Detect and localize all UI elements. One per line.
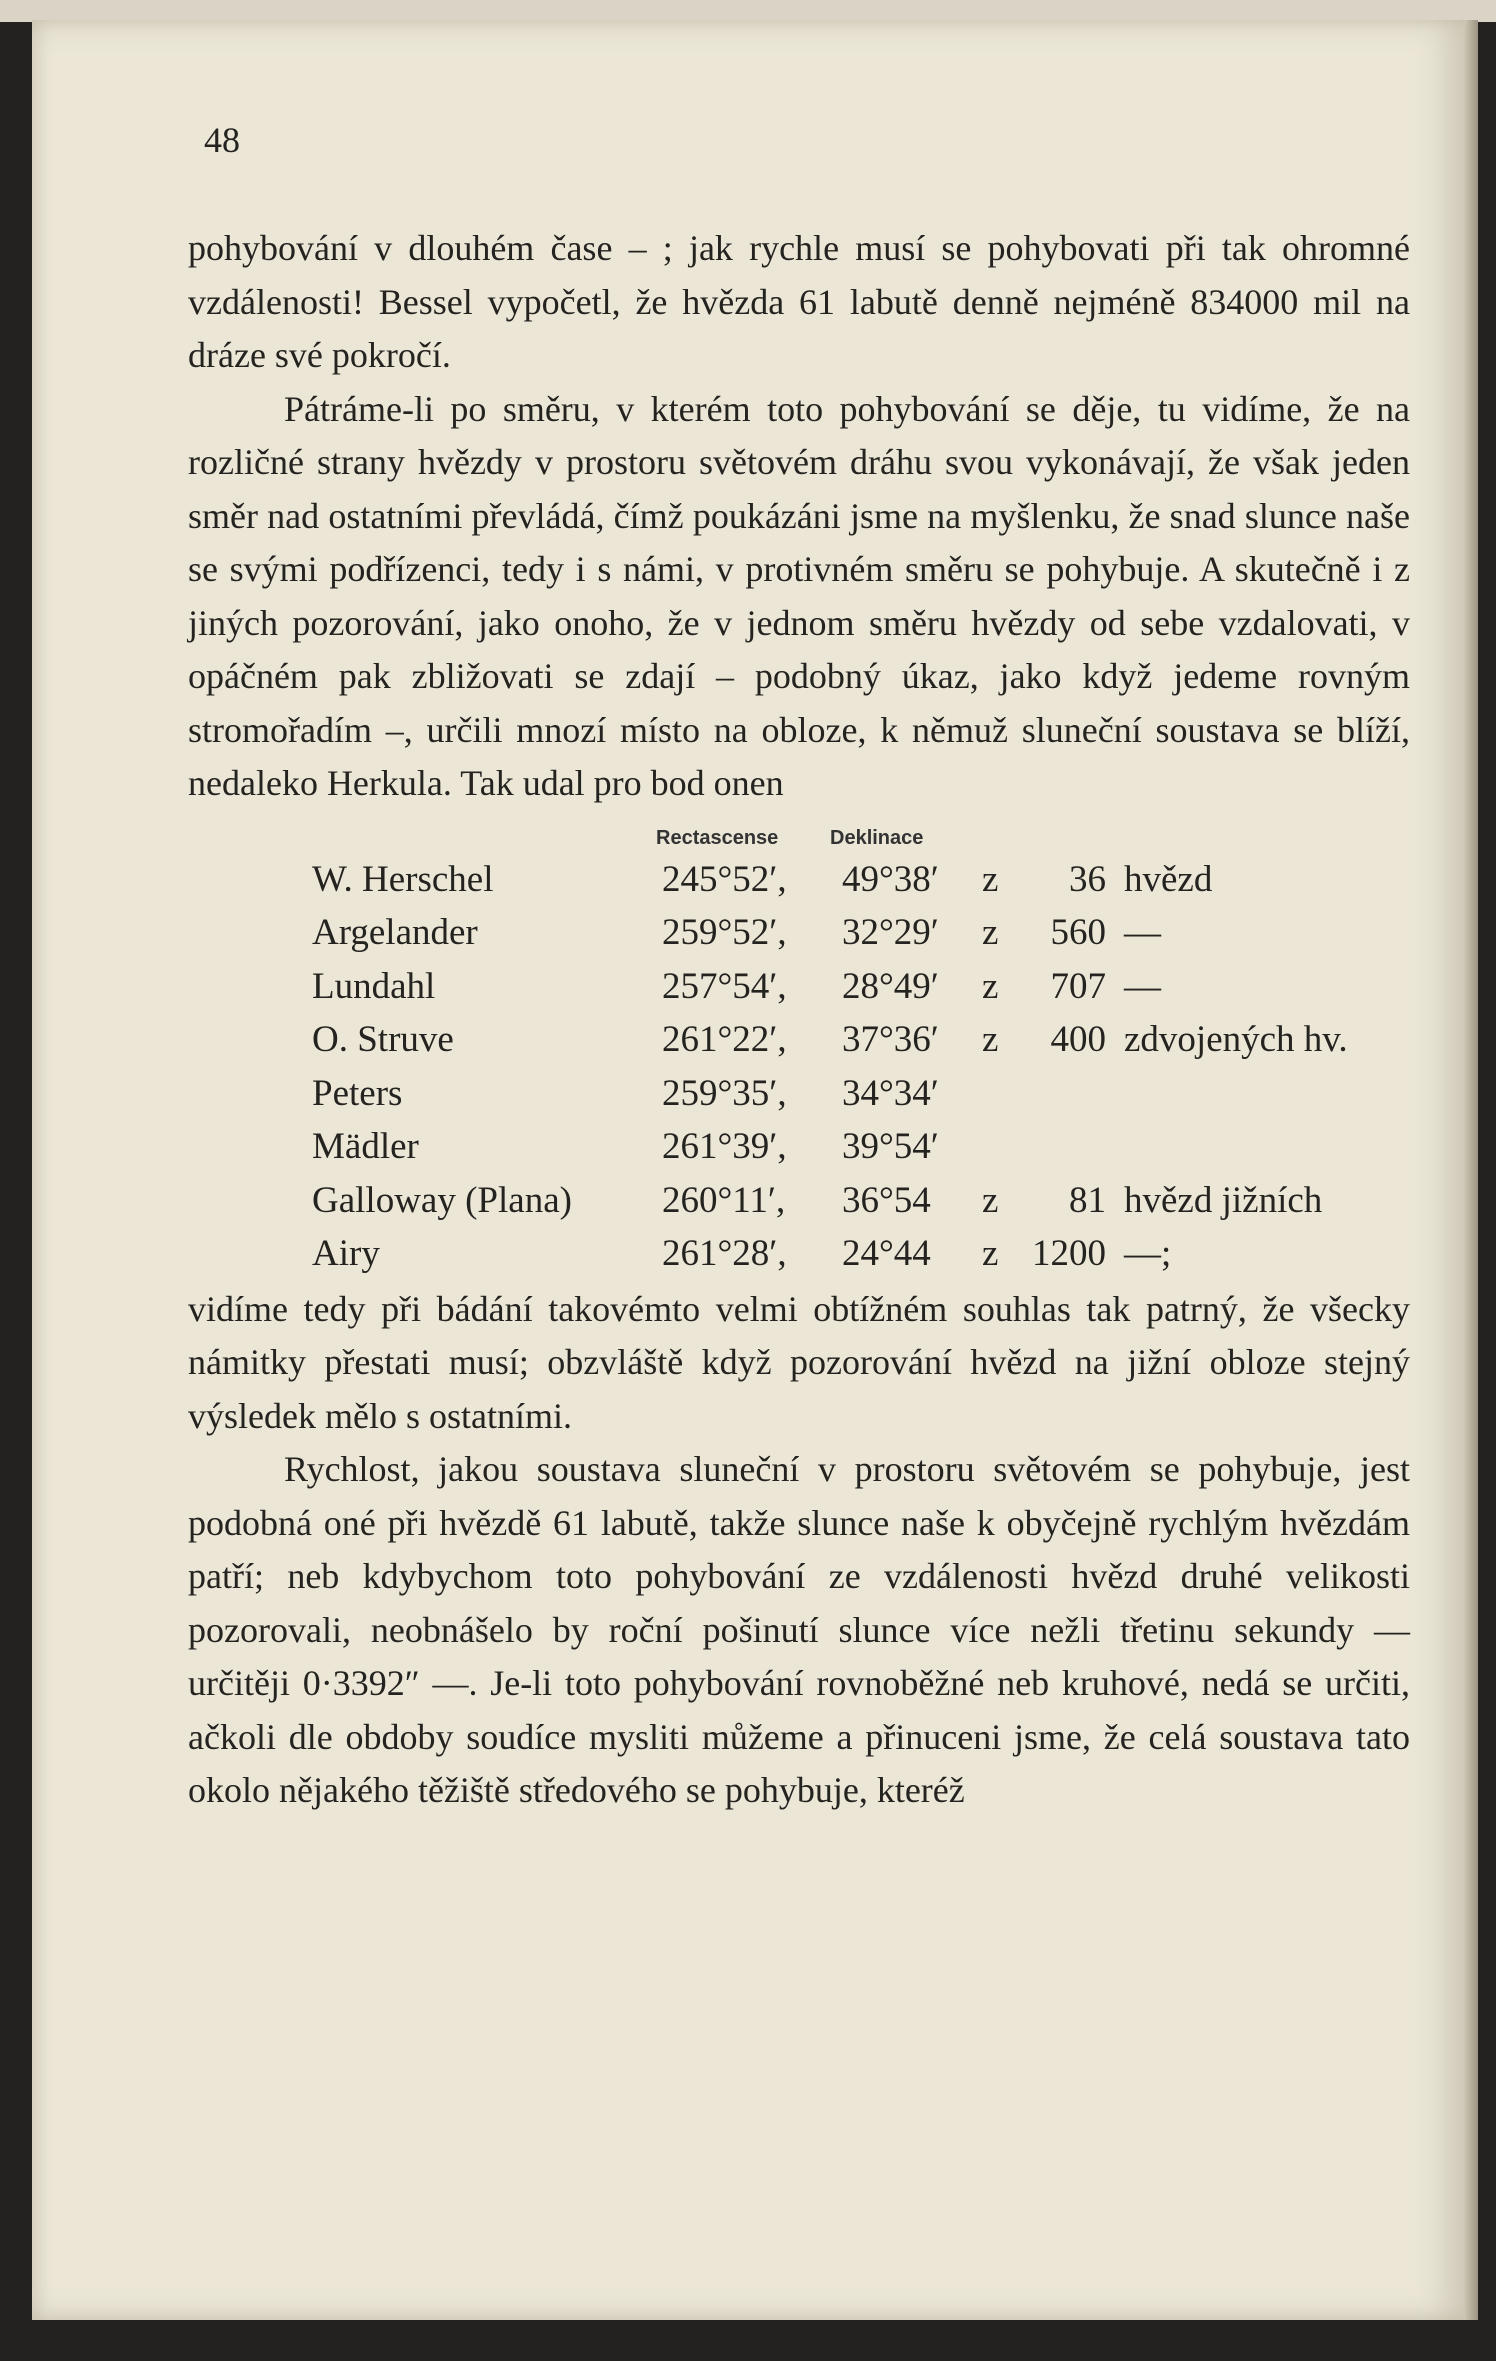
top-edge xyxy=(0,0,1496,22)
star-count: 560 xyxy=(1050,912,1106,953)
observer-name: Airy xyxy=(312,1233,380,1274)
row-note: zdvojených hv. xyxy=(1124,1019,1348,1060)
star-count: 36 xyxy=(1069,858,1106,900)
z-label: z xyxy=(982,1019,999,1060)
row-note xyxy=(1124,1120,1348,1174)
right-ascension: 260°11′, xyxy=(662,1179,786,1221)
row-note: —; xyxy=(1124,1233,1172,1274)
header-rectascense: Rectascense xyxy=(656,826,779,849)
star-count: 400 xyxy=(1050,1019,1106,1060)
row-note: hvězd jižních xyxy=(1124,1179,1323,1221)
star-count xyxy=(1032,1067,1124,1121)
observer-name: W. Herschel xyxy=(312,858,494,900)
table-row xyxy=(312,1013,1348,1067)
declination: 49°38′ xyxy=(842,858,939,900)
z-label: z xyxy=(982,912,999,953)
row-note: — xyxy=(1124,912,1161,953)
right-ascension: 259°52′, xyxy=(662,912,787,953)
star-count xyxy=(1032,1120,1124,1174)
paragraph-3: vidíme tedy při bádání takovémto velmi obtížném souhlas tak patrný, že všecky námitky přestati musí; obzvláště když pozorování hvězd na jižní obloze stejný výsledek mělo s ostatními. xyxy=(188,1288,1410,1436)
page-edge-shadow xyxy=(1464,20,1478,2320)
declination: 39°54′ xyxy=(842,1126,939,1167)
right-ascension: 257°54′, xyxy=(662,965,787,1007)
table-row xyxy=(312,853,1348,907)
paragraph-1: pohybování v dlouhém čase – ; jak rychle musí se pohybovati při tak ohromné vzdálenosti! Bessel vypočetl, že hvězda 61 labutě denně nejméně 834000 mil na dráze své pokročí. xyxy=(188,228,1410,375)
row-note: — xyxy=(1124,965,1161,1007)
observations-table xyxy=(188,823,1410,1281)
table-row xyxy=(312,1227,1348,1281)
star-count: 81 xyxy=(1069,1179,1106,1221)
page-number: 48 xyxy=(204,120,240,160)
declination: 24°44 xyxy=(842,1233,931,1274)
z-label xyxy=(982,1067,1032,1121)
table-row xyxy=(312,1120,1348,1174)
table-row xyxy=(312,906,1348,960)
paragraph-2: Pátráme-li po směru, v kterém toto pohybování se děje, tu vidíme, že na rozličné strany hvězdy v prostoru světovém dráhu svou vykonávají, že však jeden směr nad ostatními převládá, čímž poukázáni jsme na myšlenku, že snad slunce naše se svými podřízenci, tedy i s námi, v protivném směru se pohybuje. A skutečně i z jiných pozorování, jako onoho, že v jednom směru hvězdy od sebe vzdalovati, v opáčném pak zbližovati se zdají – podobný úkaz, jako když jedeme rovným stromořadím –, určili mnozí místo na obloze, k němuž sluneční soustava se blíží, nedaleko Herkula. Tak udal pro bod onen xyxy=(188,388,1410,803)
right-ascension: 259°35′, xyxy=(662,1072,787,1114)
declination: 37°36′ xyxy=(842,1019,939,1060)
z-label: z xyxy=(982,965,999,1007)
z-label: z xyxy=(982,1233,999,1274)
right-ascension: 245°52′, xyxy=(662,858,787,900)
table-header xyxy=(188,823,1410,853)
observer-name: Argelander xyxy=(312,912,478,953)
right-ascension: 261°22′, xyxy=(662,1019,787,1060)
right-ascension: 261°28′, xyxy=(662,1233,787,1274)
table-row xyxy=(312,1067,1348,1121)
star-count: 707 xyxy=(1050,965,1106,1007)
declination: 36°54 xyxy=(842,1179,931,1221)
observer-name: Galloway (Plana) xyxy=(312,1179,572,1221)
observer-name: Mädler xyxy=(312,1126,419,1167)
observer-name: Peters xyxy=(312,1072,403,1114)
declination: 32°29′ xyxy=(842,912,939,953)
star-count: 1200 xyxy=(1032,1233,1106,1274)
z-label: z xyxy=(982,1179,999,1221)
apex-table xyxy=(312,853,1348,1281)
table-row xyxy=(312,1174,1348,1228)
observer-name: Lundahl xyxy=(312,965,436,1007)
z-label: z xyxy=(982,858,999,900)
table-row xyxy=(312,960,1348,1014)
page-content xyxy=(188,118,1410,1818)
z-label xyxy=(982,1120,1032,1174)
declination: 34°34′ xyxy=(842,1072,939,1114)
declination: 28°49′ xyxy=(842,965,939,1007)
paragraph-4: Rychlost, jakou soustava sluneční v prostoru světovém se pohybuje, jest podobná oné při hvězdě 61 labutě, takže slunce naše k obyčejně rychlým hvězdám patří; neb kdybychom toto pohybování ze vzdálenosti hvězd druhé velikosti pozorovali, neobnášelo by roční pošinutí slunce více nežli třetinu sekundy — určitěji 0·3392″ —. Je-li toto pohybování rovnoběžné neb kruhové, nedá se určiti, ačkoli dle obdoby soudíce mysliti můžeme a přinuceni jsme, že celá soustava tato okolo nějakého těžiště středového se pohybuje, kteréž xyxy=(188,1449,1410,1810)
right-ascension: 261°39′, xyxy=(662,1126,787,1167)
row-note xyxy=(1124,1067,1348,1121)
header-deklinace: Deklinace xyxy=(830,826,924,849)
observer-name: O. Struve xyxy=(312,1019,454,1060)
row-note: hvězd xyxy=(1124,858,1213,900)
